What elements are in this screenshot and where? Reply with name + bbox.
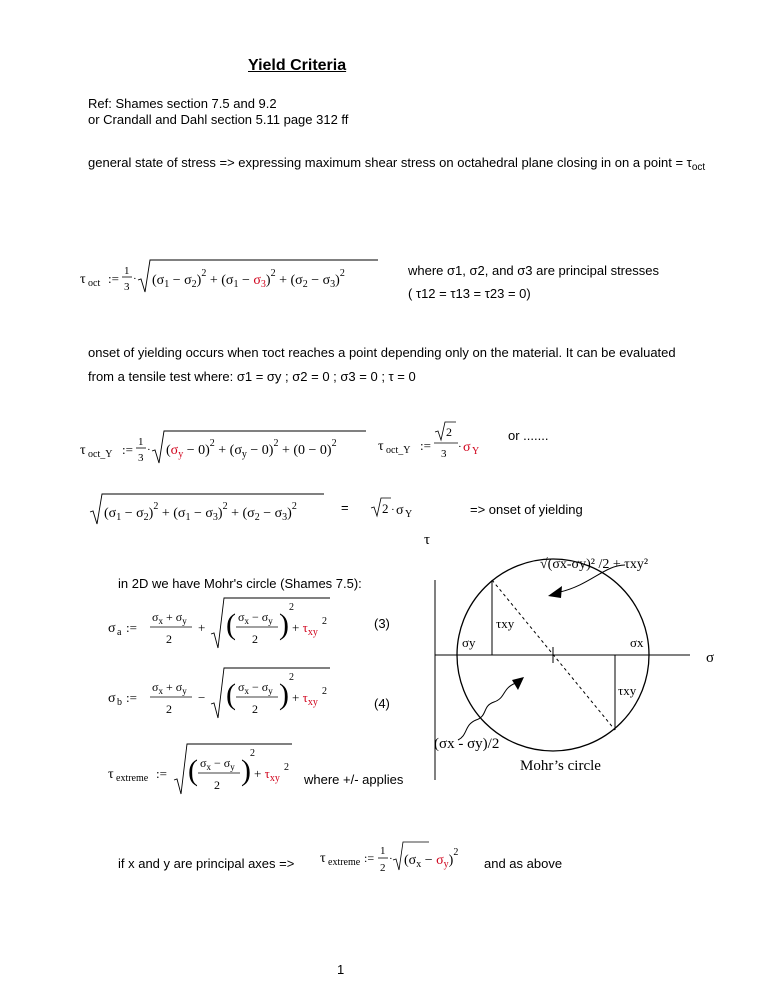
svg-text:2: 2 (250, 748, 255, 759)
svg-text:): ) (241, 754, 251, 787)
tau-xy-lower-label: τxy (618, 683, 637, 698)
svg-text:+ τxy: + $\tau_{xy}$ (292, 620, 318, 638)
svg-text:·: · (147, 444, 151, 456)
svg-text::=: := (420, 438, 431, 453)
tau-axis-label: τ (424, 532, 431, 548)
svg-text:Y: Y (405, 509, 413, 520)
yield-criterion-formula (88, 490, 328, 530)
svg-text:): ) (279, 608, 289, 641)
svg-text:1: 1 (124, 265, 130, 277)
svg-text:extreme: extreme (328, 857, 361, 868)
svg-text:2: 2 (284, 762, 289, 773)
svg-text:(σ1 − σ2)2 + (σ1 − σ3)2 + (σ2: $(\sigma_1 - \sigma_2)^2 + (\sigma_1 - \sigma_3)^2 + (\sigma_2 - \sigma_3)^2$ (104, 501, 297, 523)
svg-text:+ τxy: + $\tau_{xy}$ (292, 690, 318, 708)
svg-text:2: 2 (166, 702, 172, 716)
svg-text:σ: σ (463, 440, 471, 455)
svg-text:extreme: extreme (116, 773, 149, 784)
sigma-axis-label: σ (706, 650, 715, 666)
svg-text:b: b (117, 697, 122, 708)
svg-text:): ) (279, 678, 289, 711)
tau-oct-y-result (378, 418, 488, 468)
tau-xy-upper-label: τxy (496, 616, 515, 631)
svg-text:2: 2 (380, 862, 386, 874)
svg-text:τ: τ (80, 272, 86, 287)
svg-text::=: := (126, 690, 137, 705)
svg-text:τ: τ (80, 443, 86, 458)
svg-text:(: ( (188, 754, 198, 787)
svg-text:·: · (458, 441, 462, 453)
svg-text:2: 2 (252, 702, 258, 716)
svg-text:(: ( (226, 678, 236, 711)
mohr-circle-caption: Mohr’s circle (520, 758, 601, 774)
yield-criterion-result (370, 494, 430, 524)
svg-text:2: 2 (322, 616, 327, 627)
svg-text:·: · (391, 504, 395, 516)
tau-oct-y-formula (80, 420, 370, 470)
sigma-a-formula (108, 596, 338, 656)
svg-text:2: 2 (289, 672, 294, 683)
onset-text-line-2: from a tensile test where: σ1 = σy ; σ2 = 0 ; σ3 = 0 ; τ = 0 (88, 369, 416, 384)
svg-text:2: 2 (382, 501, 389, 516)
equation-4-label: (4) (374, 696, 390, 711)
svg-text:2: 2 (252, 632, 258, 646)
svg-text:σx − σy: $\sigma_x - \sigma_y$ (200, 756, 235, 772)
reference-line-2: or Crandall and Dahl section 5.11 page 312 ff (88, 112, 349, 127)
svg-text:(σ1 − σ2)2 + (σ1 − σ3)2 + (σ2: $(\sigma_1 - \sigma_2)^2 + (\sigma_1 - \sigma_3)^2 + (\sigma_2 - \sigma_3)^2$ (152, 268, 345, 290)
svg-text:2: 2 (214, 778, 220, 792)
svg-text::=: := (364, 851, 375, 865)
radius-label: √(σx-σy)² /2 + τxy² (540, 557, 649, 572)
page-number: 1 (337, 962, 345, 977)
svg-text::=: := (122, 442, 133, 457)
svg-text:+: + (198, 620, 206, 635)
svg-text:(: ( (226, 608, 236, 641)
svg-text:σx − σy: $\sigma_x - \sigma_y$ (238, 680, 273, 696)
svg-text:·: · (133, 273, 137, 285)
svg-text:(σy − 0)2 + (σy − 0)2 + (0 − 0: $(\sigma_y - 0)^2 + (\sigma_y - 0)^2 + (0 - 0)^2$ (166, 438, 337, 460)
and-as-above-text: and as above (484, 856, 563, 871)
mohr-circle-diagram (420, 530, 740, 790)
svg-text:σx + σy: $\sigma_x + \sigma_y$ (152, 680, 187, 696)
svg-text:3: 3 (441, 448, 447, 460)
svg-text:oct: oct (88, 278, 101, 289)
svg-text:2: 2 (289, 602, 294, 613)
svg-text:2: 2 (322, 686, 327, 697)
svg-text:σx + σy: $\sigma_x + \sigma_y$ (152, 610, 187, 626)
general-state-text: general state of stress => expressing maximum shear stress on octahedral plane closing in on a point = $\tau_{oct}$ (88, 155, 706, 173)
sigma-y-label: σy (462, 635, 476, 650)
svg-text:−: − (198, 690, 206, 705)
equals-sign: = (341, 500, 349, 515)
svg-text::=: := (156, 766, 167, 781)
svg-text:1: 1 (380, 845, 386, 857)
onset-text-line-1: onset of yielding occurs when τoct reaches a point depending only on the material. It can be evaluated (88, 345, 676, 360)
principal-axes-text: if x and y are principal axes => (118, 856, 295, 871)
svg-text:+ τxy: + $\tau_{xy}$ (254, 766, 280, 784)
svg-text:τ: τ (378, 439, 384, 454)
mohr-intro-text: in 2D we have Mohr's circle (Shames 7.5): (118, 576, 362, 591)
half-diff-label: (σx - σy)/2 (434, 736, 500, 752)
half-diff-arrow (458, 683, 516, 740)
sigma-x-label: σx (630, 635, 644, 650)
reference-line-1: Ref: Shames section 7.5 and 9.2 (88, 96, 277, 111)
svg-text::=: := (126, 620, 137, 635)
svg-text:a: a (117, 627, 122, 638)
where-pm-note: where +/- applies (304, 772, 404, 787)
svg-text:σx − σy: $\sigma_x - \sigma_y$ (238, 610, 273, 626)
onset-yielding-label: => onset of yielding (470, 502, 583, 517)
svg-text:3: 3 (138, 452, 144, 464)
svg-text:2: 2 (446, 425, 452, 439)
svg-text:3: 3 (124, 281, 130, 293)
sigma-diff-squared (404, 834, 484, 884)
svg-text:σ: σ (108, 621, 116, 636)
svg-text:1: 1 (138, 436, 144, 448)
svg-text:σ: σ (396, 503, 404, 518)
sigma-b-formula (108, 666, 338, 726)
svg-text:τ: τ (320, 851, 326, 866)
principal-stresses-note: where σ1, σ2, and σ3 are principal stresses (408, 263, 659, 278)
svg-text:2: 2 (166, 632, 172, 646)
svg-text:Y: Y (472, 446, 480, 457)
svg-text::=: := (108, 271, 119, 286)
shear-zero-note: ( τ12 = τ13 = τ23 = 0) (408, 286, 531, 301)
equation-3-label: (3) (374, 616, 390, 631)
svg-text:(σx − σy)2: $(\sigma_x - \sigma_y)^2$ (404, 847, 459, 870)
or-text: or ....... (508, 428, 549, 443)
svg-text:oct_Y: oct_Y (386, 445, 411, 456)
svg-text:τ: τ (108, 767, 114, 782)
svg-text:·: · (389, 853, 393, 865)
page-title: Yield Criteria (248, 57, 347, 74)
tau-oct-formula (80, 250, 380, 300)
tau-extreme-formula (108, 740, 298, 800)
svg-text:σ: σ (108, 691, 116, 706)
svg-text:oct_Y: oct_Y (88, 449, 113, 460)
